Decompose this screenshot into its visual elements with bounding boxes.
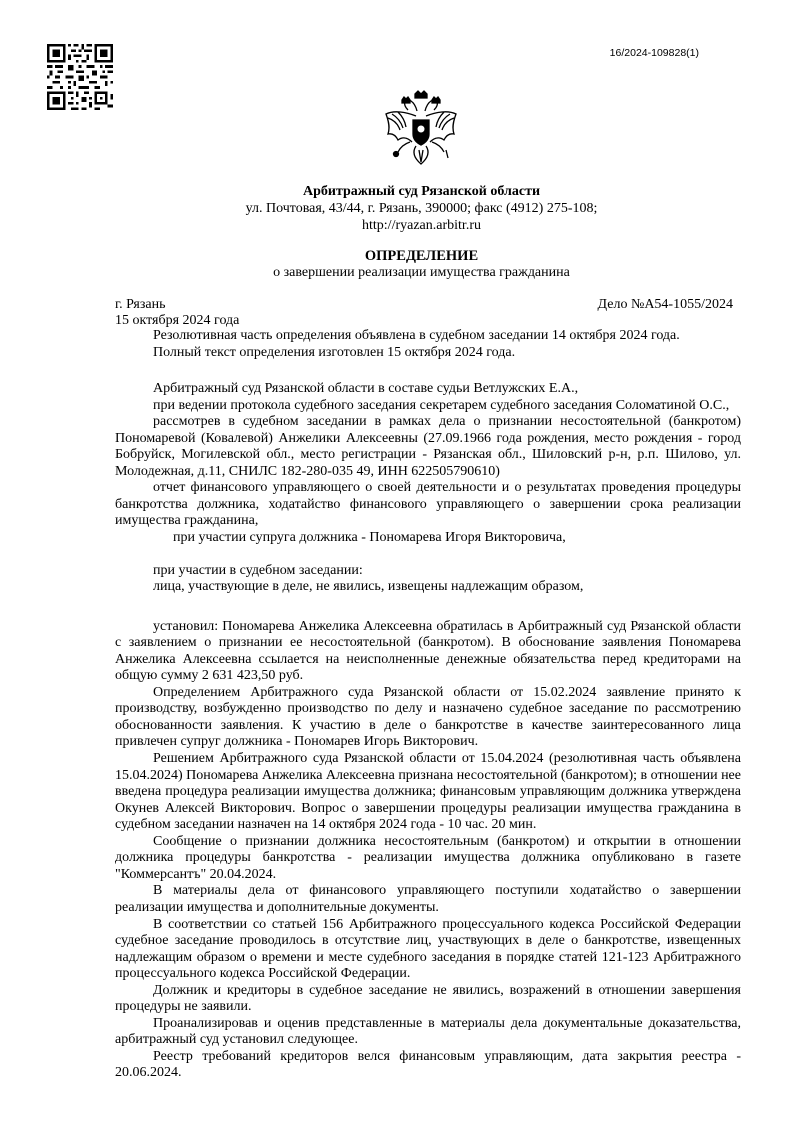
paragraph: при ведении протокола судебного заседания секретарем судебного заседания Соломатиной О.С., bbox=[153, 397, 730, 413]
document-id: 16/2024-109828(1) bbox=[609, 47, 699, 59]
paragraph: лица, участвующие в деле, не явились, извещены надлежащим образом, bbox=[153, 579, 584, 595]
document-subtitle: о завершении реализации имущества гражданина bbox=[273, 265, 570, 280]
paragraph: отчет финансового управляющего о своей деятельности и о результатах проведения процедуры банкротства должника, ходатайство финансового управляющего о завершении срока реализации имущества гражданина, bbox=[115, 480, 741, 529]
coat-of-arms-icon bbox=[380, 90, 462, 170]
paragraph: Реестр требований кредиторов велся финансовым управляющим, дата закрытия реестра - 20.06.2024. bbox=[115, 1048, 741, 1081]
paragraph: Должник и кредиторы в судебное заседание не явились, возражений в отношении завершения процедуры не заявили. bbox=[115, 982, 741, 1015]
paragraph: при участии супруга должника - Пономарева Игоря Викторовича, bbox=[173, 530, 566, 546]
qr-code bbox=[47, 44, 113, 110]
paragraph: Полный текст определения изготовлен 15 октября 2024 года. bbox=[153, 344, 516, 360]
document-body bbox=[115, 328, 741, 1082]
paragraph: Проанализировав и оценив представленные в материалы дела документальные доказательства, арбитражный суд установил следующее. bbox=[115, 1015, 741, 1048]
paragraph: установил: Пономарева Анжелика Алексеевна обратилась в Арбитражный суд Рязанской области с заявлением о признании ее несостоятельной (банкротом). В обоснование заявления Пономарева Анжелика Алексеевна ссылается на неисполненные денежные обязательства перед кредиторами на общую сумму 2 631 423,50 руб. bbox=[115, 618, 741, 684]
court-address: ул. Почтовая, 43/44, г. Рязань, 390000; факс (4912) 275-108; bbox=[245, 201, 598, 216]
paragraph: рассмотрев в судебном заседании в рамках дела о признании несостоятельной (банкротом) Пономаревой (Ковалевой) Анжелики Алексеевны (27.09.1966 года рождения, место рождения - город Бобруйск, Могилевской обл., место регистрации - Рязанская обл., Шиловский р-н, р.п. Шилово, ул. Молодежная, д.11, СНИЛС 182-280-035 49, ИНН 622505790610) bbox=[115, 414, 741, 479]
document-city: г. Рязань bbox=[115, 297, 166, 312]
court-name: Арбитражный суд Рязанской области bbox=[302, 184, 541, 199]
case-number: Дело №А54-1055/2024 bbox=[597, 297, 733, 312]
court-website: http://ryazan.arbitr.ru bbox=[362, 218, 481, 233]
paragraph: Сообщение о признании должника несостоятельным (банкротом) и открытии в отношении должника процедуры банкротства - реализации имущества должника опубликовано в газете "Коммерсантъ" 20.04.2024. bbox=[115, 833, 741, 882]
paragraph: Арбитражный суд Рязанской области в составе судьи Ветлужских Е.А., bbox=[153, 381, 579, 397]
paragraph: Определением Арбитражного суда Рязанской области от 15.02.2024 заявление принято к производству, возбужденно производство по делу и назначено судебное заседание по рассмотрению обоснованности заявления. К участию в деле о банкротстве в качестве заинтересованного лица привлечен супруг должника - Пономарев Игорь Викторович. bbox=[115, 684, 741, 750]
paragraph: Решением Арбитражного суда Рязанской области от 15.04.2024 (резолютивная часть объявлена 15.04.2024) Пономарева Анжелика Алексеевна признана несостоятельной (банкротом); в отношении нее введена процедура реализации имущества должника; финансовым управляющим должника утверждена Окунев Алексей Викторович. Вопрос о завершении процедуры реализации имущества гражданина в судебном заседании назначен на 14 октября 2024 года - 10 час. 20 мин. bbox=[115, 751, 741, 833]
paragraph: при участии в судебном заседании: bbox=[153, 562, 363, 578]
paragraph: В соответствии со статьей 156 Арбитражного процессуального кодекса Российской Федерации судебное заседание проводилось в отсутствие лиц, участвующих в деле о банкротстве, извещенных надлежащим образом о времени и месте судебного заседания в порядке статей 121-123 Арбитражного процессуального кодекса Российской Федерации. bbox=[115, 916, 741, 982]
paragraph: В материалы дела от финансового управляющего поступили ходатайство о завершении реализации имущества и дополнительные документы. bbox=[115, 883, 741, 915]
document-title: ОПРЕДЕЛЕНИЕ bbox=[364, 248, 479, 264]
paragraph: Резолютивная часть определения объявлена в судебном заседании 14 октября 2024 года. bbox=[153, 328, 680, 343]
document-date: 15 октября 2024 года bbox=[115, 313, 240, 328]
